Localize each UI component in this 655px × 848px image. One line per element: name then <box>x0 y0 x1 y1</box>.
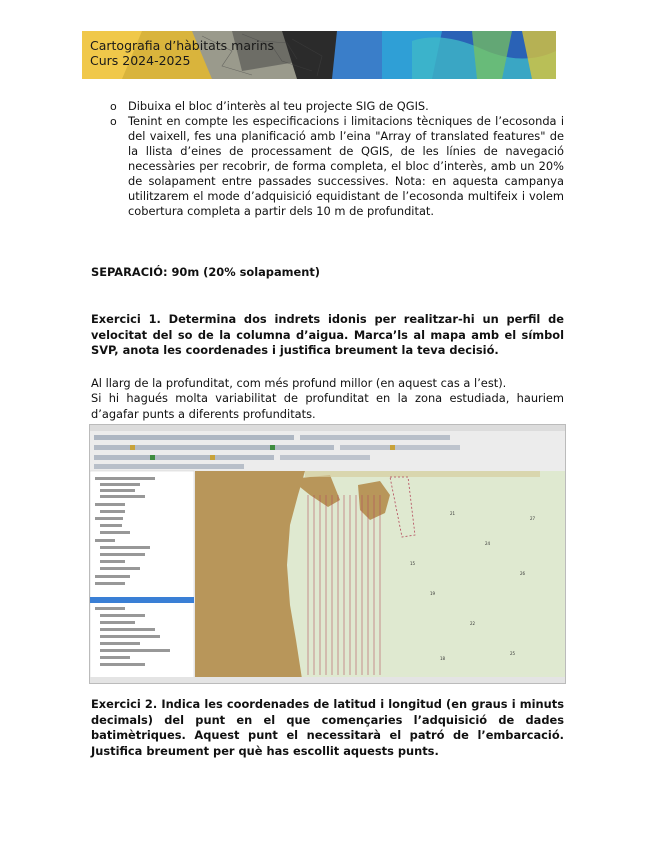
instructions-list <box>110 99 564 219</box>
instruction-text: Tenint en compte les especificacions i limitacions tècniques de l’ecosonda i del vaixell, fes una planificació amb l’eina "Array of translated features" de la llista d’eines de processament de QGIS, de les línies de navegació necessàries per recobrir, de forma completa, el bloc d’interès, amb un 20% de solapament entre passades successives. Nota: en aquesta campanya utilitzarem el mode d’adquisició equidistant de l’ecosonda multifeix i volem cobertura completa a partir dels 10 m de profunditat. <box>128 114 564 218</box>
svg-text:26: 26 <box>520 571 526 576</box>
course-title: Cartografia d’hàbitats marins <box>90 38 275 53</box>
svg-text:24: 24 <box>485 541 491 546</box>
svg-text:22: 22 <box>470 621 476 626</box>
exercise1-answer-1: Al llarg de la profunditat, com més profund millor (en aquest cas a l’est). <box>91 376 507 390</box>
exercise2-title: Exercici 2. Indica les coordenades de latitud i longitud (en graus i minuts decimals) del punt en el que començaries l’adquisició de dades batimètriques. Aquest punt el necessitarà el patró de l’embarcació. Justifica breument per què has escollit aquests punts. <box>91 697 564 758</box>
svg-text:18: 18 <box>440 656 446 661</box>
separation-note: SEPARACIÓ: 90m (20% solapament) <box>91 265 321 279</box>
svg-text:19: 19 <box>430 591 436 596</box>
header-title <box>90 38 274 68</box>
bullet-marker: o <box>110 100 117 113</box>
svg-text:27: 27 <box>530 516 536 521</box>
qgis-screenshot <box>89 424 566 684</box>
svg-text:21: 21 <box>450 511 456 516</box>
header-banner <box>82 31 556 79</box>
svg-text:25: 25 <box>510 651 516 656</box>
svg-text:15: 15 <box>410 561 416 566</box>
course-year: Curs 2024-2025 <box>90 53 191 68</box>
exercise1-answer-2: Si hi hagués molta variabilitat de profunditat en la zona estudiada, hauriem d’agafar punts a diferents profunditats. <box>91 391 564 421</box>
instruction-text: Dibuixa el bloc d’interès al teu projecte SIG de QGIS. <box>128 99 429 113</box>
bullet-marker: o <box>110 115 117 128</box>
list-item <box>110 114 564 219</box>
list-item <box>110 99 564 114</box>
exercise1-title: Exercici 1. Determina dos indrets idonis per realitzar-hi un perfil de velocitat del so de la columna d’aigua. Marca’ls al mapa amb el símbol SVP, anota les coordenades i justifica breument la teva decisió. <box>91 312 564 357</box>
qgis-map-image <box>90 425 565 683</box>
